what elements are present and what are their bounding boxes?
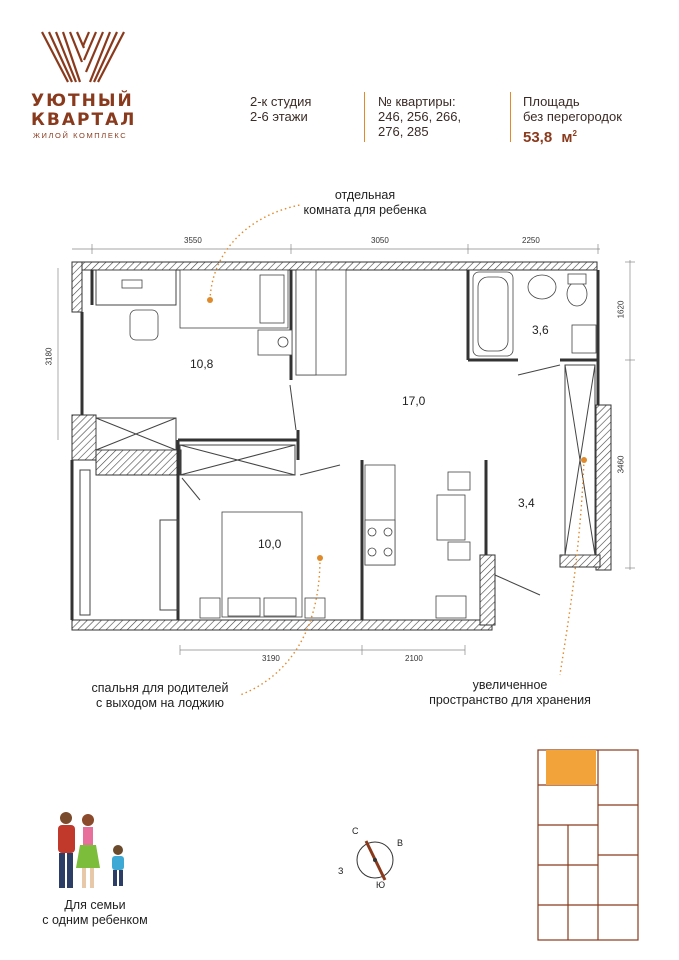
dim-bottom-2: 2100 [405, 654, 423, 663]
dim-top-3: 2250 [522, 236, 540, 245]
dim-top-2: 3050 [371, 236, 389, 245]
area-unit: м [561, 129, 573, 146]
dim-right-1: 1620 [616, 300, 626, 319]
compass-icon [330, 825, 420, 895]
compass-e: В [397, 838, 404, 848]
note-child-room [285, 188, 445, 218]
note-storage-2: пространство для хранения [429, 693, 591, 707]
note-child-room-2: комната для ребенка [303, 203, 427, 217]
compass-s: Ю [376, 880, 386, 890]
brand-subtitle: ЖИЛОЙ КОМПЛЕКС [33, 131, 128, 140]
area-label1: Площадь [523, 94, 580, 109]
area-label2: без перегородок [523, 109, 622, 124]
note-child-room-1: отдельная [334, 188, 396, 202]
dim-bottom-1: 3190 [262, 654, 280, 663]
note-parents [70, 681, 250, 711]
floor-keyplan-icon [528, 745, 648, 945]
compass-w: З [338, 866, 344, 876]
dim-right-2: 3460 [616, 455, 626, 474]
dim-top-1: 3550 [184, 236, 202, 245]
area-unit-sup: 2 [572, 129, 577, 138]
room-area-living: 17,0 [402, 394, 426, 408]
brand-line1: УЮТНЫЙ [31, 91, 134, 111]
apt-numbers-line1: 246, 256, 266, [378, 109, 462, 124]
family-illustration-icon [50, 810, 140, 895]
note-storage [405, 678, 615, 708]
dim-left: 3180 [44, 347, 54, 366]
family-line1: Для семьи [64, 898, 126, 912]
room-area-child: 10,8 [190, 357, 214, 371]
area-value: 53,8 [523, 129, 553, 146]
apt-type-line1: 2-к студия [250, 94, 312, 109]
note-parents-2: с выходом на лоджию [96, 696, 224, 710]
note-storage-1: увеличенное [472, 678, 548, 692]
brand-line2: КВАРТАЛ [31, 110, 137, 130]
note-parents-1: спальня для родителей [91, 681, 229, 695]
family-line2: с одним ребенком [42, 913, 148, 927]
compass-n: С [352, 826, 359, 836]
apt-numbers-label: № квартиры: [378, 94, 456, 109]
apt-numbers-line2: 276, 285 [378, 124, 429, 139]
family-caption [30, 898, 160, 928]
room-area-storage: 3,4 [518, 496, 535, 510]
room-area-bedroom: 10,0 [258, 537, 282, 551]
room-area-bath: 3,6 [532, 323, 549, 337]
apt-type-line2: 2-6 этажи [250, 109, 308, 124]
